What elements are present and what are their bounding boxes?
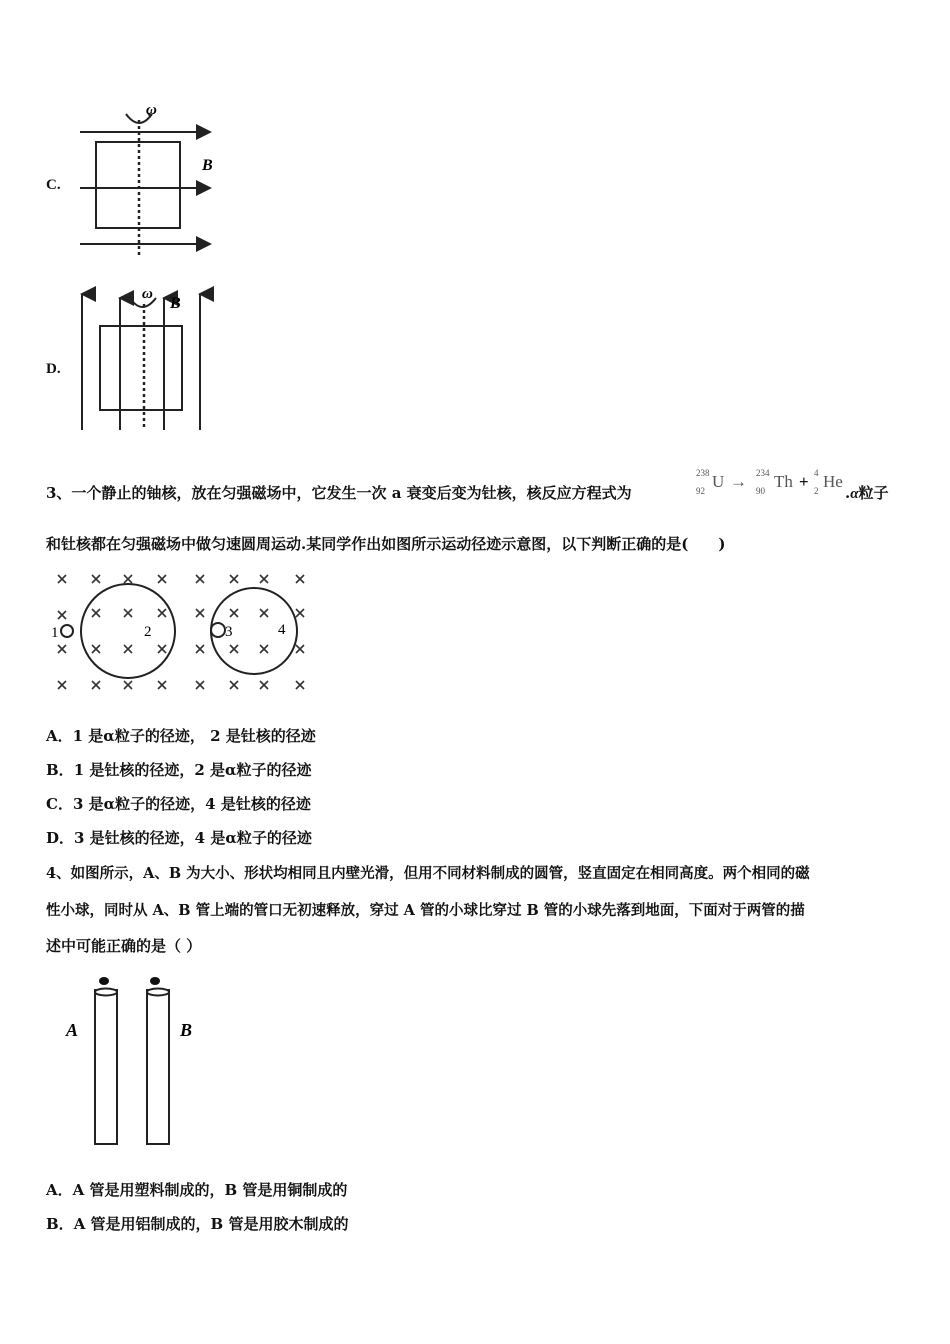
field-cross-icon <box>124 645 132 653</box>
label-3: 3 <box>225 624 233 640</box>
field-cross-icon <box>92 645 100 653</box>
q4-line1: 4、如图所示，A、B 为大小、形状均相同且内壁光滑，但用不同材料制成的圆管，竖直固定在相同高度。两个相同的磁 <box>46 865 810 882</box>
field-cross-icon <box>260 575 268 583</box>
field-cross-icon <box>158 575 166 583</box>
u-charge-number: 92 <box>696 486 705 496</box>
field-cross-icon <box>230 609 238 617</box>
field-cross-icon <box>58 611 66 619</box>
he-symbol: He <box>823 472 843 491</box>
trajectory-circle-2 <box>81 584 175 678</box>
field-cross-icon <box>230 575 238 583</box>
option-letter: A． <box>46 727 73 745</box>
option-letter: D． <box>46 829 75 847</box>
tube-b <box>147 990 169 1144</box>
q3-text-mid: 衰变后变为钍核，核反应方程式为 <box>406 484 632 502</box>
field-cross-icon <box>124 681 132 689</box>
omega-label: ω <box>146 102 157 118</box>
field-cross-icon <box>158 681 166 689</box>
option-text: 3 是钍核的径迹，4 是α粒子的径迹 <box>74 829 312 847</box>
trajectory-figure <box>50 568 312 696</box>
tubes-figure <box>60 974 210 1148</box>
trajectory-circle-1 <box>61 625 73 637</box>
he-mass-number: 4 <box>814 468 819 478</box>
field-cross-icon <box>260 645 268 653</box>
option-text: A 管是用铝制成的，B 管是用胶木制成的 <box>73 1215 349 1233</box>
field-b-label: B <box>202 157 213 174</box>
field-cross-icon <box>260 681 268 689</box>
field-cross-icon <box>260 609 268 617</box>
field-cross-icon <box>58 681 66 689</box>
field-cross-icon <box>58 645 66 653</box>
omega-label: ω <box>142 286 153 302</box>
option-text: 1 是钍核的径迹，2 是α粒子的径迹 <box>73 761 312 779</box>
q3-text-prefix: 3、一个静止的铀核，放在匀强磁场中，它发生一次 <box>46 484 387 502</box>
th-symbol: Th <box>774 472 793 491</box>
field-cross-icon <box>296 575 304 583</box>
option-c-label: C. <box>46 177 61 193</box>
option-c-figure <box>76 96 216 256</box>
field-cross-icon <box>296 645 304 653</box>
magnetic-ball-a <box>99 977 109 985</box>
field-cross-icon <box>158 645 166 653</box>
field-cross-icon <box>196 575 204 583</box>
tube-a <box>95 990 117 1144</box>
q4-option-a[interactable] <box>46 1179 347 1200</box>
field-cross-icon <box>92 575 100 583</box>
field-cross-icon <box>196 645 204 653</box>
field-cross-icon <box>296 681 304 689</box>
field-cross-icon <box>124 609 132 617</box>
q3-option-b[interactable] <box>46 759 312 780</box>
th-mass-number: 234 <box>756 468 770 478</box>
field-cross-icon <box>158 609 166 617</box>
q4-line2: 性小球，同时从 A、B 管上端的管口无初速释放，穿过 A 管的小球比穿过 B 管的小球先落到地面，下面对于两管的描 <box>46 902 805 919</box>
field-cross-icon <box>196 681 204 689</box>
field-cross-icon <box>58 575 66 583</box>
tube-b-mouth <box>147 989 169 996</box>
option-d-figure <box>76 284 206 432</box>
field-cross-icon <box>230 681 238 689</box>
magnetic-ball-b <box>150 977 160 985</box>
trajectory-circle-3 <box>211 623 225 637</box>
u-symbol: U <box>712 472 725 491</box>
q3-option-a[interactable] <box>46 725 316 746</box>
option-letter: B． <box>46 1215 74 1233</box>
plus-sign: + <box>799 472 809 491</box>
label-1: 1 <box>51 625 59 641</box>
option-text: 3 是α粒子的径迹，4 是钍核的径迹 <box>72 795 311 813</box>
tube-a-mouth <box>95 989 117 996</box>
field-cross-icon <box>196 609 204 617</box>
tube-a-label: A <box>66 1020 79 1040</box>
option-d-label: D. <box>46 361 61 377</box>
field-cross-icon <box>230 645 238 653</box>
alpha-symbol: α <box>850 486 859 502</box>
label-4: 4 <box>278 622 286 638</box>
q3-decay-a: a <box>391 484 402 502</box>
th-charge-number: 90 <box>756 486 765 496</box>
q3-line2: 和钍核都在匀强磁场中做匀速圆周运动.某同学作出如图所示运动径迹示意图，以下判断正确的是( ) <box>46 535 726 553</box>
field-cross-icon <box>92 681 100 689</box>
field-cross-icon <box>296 609 304 617</box>
reaction-arrow: → <box>730 472 747 491</box>
field-cross-icon <box>124 575 132 583</box>
q4-option-b[interactable] <box>46 1213 348 1234</box>
he-charge-number: 2 <box>814 486 819 496</box>
u-mass-number: 238 <box>696 468 710 478</box>
q3-line1 <box>46 482 632 503</box>
q3-text-tail: 粒子 <box>858 484 889 502</box>
q3-option-c[interactable] <box>46 793 311 814</box>
option-letter: A． <box>46 1181 73 1199</box>
field-cross-icon <box>92 609 100 617</box>
tube-b-label: B <box>180 1020 193 1040</box>
q3-line1-end <box>845 482 889 503</box>
option-letter: C． <box>46 795 73 813</box>
option-text: 1 是α粒子的径迹， 2 是钍核的径迹 <box>72 727 316 745</box>
option-text: A 管是用塑料制成的，B 管是用铜制成的 <box>72 1181 348 1199</box>
option-letter: B． <box>46 761 74 779</box>
field-b-label: B <box>170 295 181 312</box>
label-2: 2 <box>144 624 152 640</box>
period: . <box>845 484 851 502</box>
q3-option-d[interactable] <box>46 827 312 848</box>
q4-line3: 述中可能正确的是（ ） <box>46 937 202 955</box>
